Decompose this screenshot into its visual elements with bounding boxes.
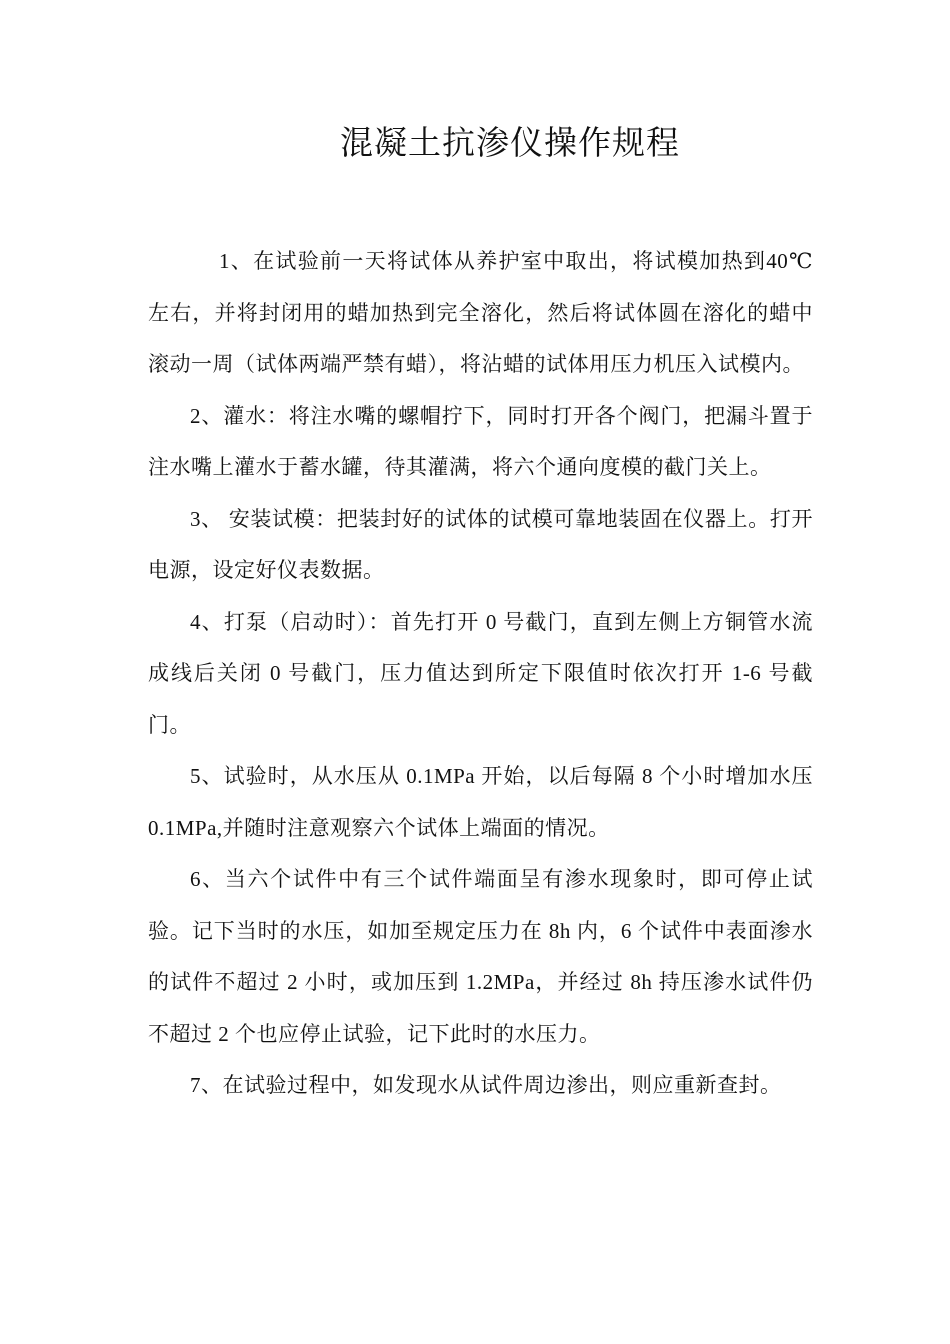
paragraph-6: 6、当六个试件中有三个试件端面呈有渗水现象时，即可停止试验。记下当时的水压，如加至规定压力在 8h 内，6 个试件中表面渗水的试件不超过 2 小时，或加压到 1.2MPa，并经过 8h 持压渗水试件仍不超过 2 个也应停止试验，记下此时的水压力。	[148, 867, 813, 1046]
paragraph-2: 2、灌水：将注水嘴的螺帽拧下，同时打开各个阀门，把漏斗置于注水嘴上灌水于蓄水罐，待其灌满，将六个通向度模的截门关上。	[148, 403, 813, 479]
document-body	[148, 236, 813, 1112]
document-title: 混凝土抗渗仪操作规程	[340, 126, 680, 162]
paragraph-1: 1、在试验前一天将试体从养护室中取出，将试模加热到40℃左右，并将封闭用的蜡加热到完全溶化，然后将试体圆在溶化的蜡中滚动一周（试体两端严禁有蜡），将沾蜡的试体用压力机压入试模内。	[148, 249, 813, 376]
paragraph-5: 5、试验时，从水压从 0.1MPa 开始，以后每隔 8 个小时增加水压 0.1MPa,并随时注意观察六个试体上端面的情况。	[148, 764, 813, 840]
paragraph-3: 3、 安装试模：把装封好的试体的试模可靠地装固在仪器上。打开电源，设定好仪表数据。	[148, 506, 813, 582]
paragraph-4: 4、打泵（启动时）：首先打开 0 号截门，直到左侧上方铜管水流成线后关闭 0 号截门，压力值达到所定下限值时依次打开 1-6 号截门。	[148, 609, 813, 737]
paragraph-7: 7、在试验过程中，如发现水从试件周边渗出，则应重新查封。	[190, 1073, 782, 1097]
